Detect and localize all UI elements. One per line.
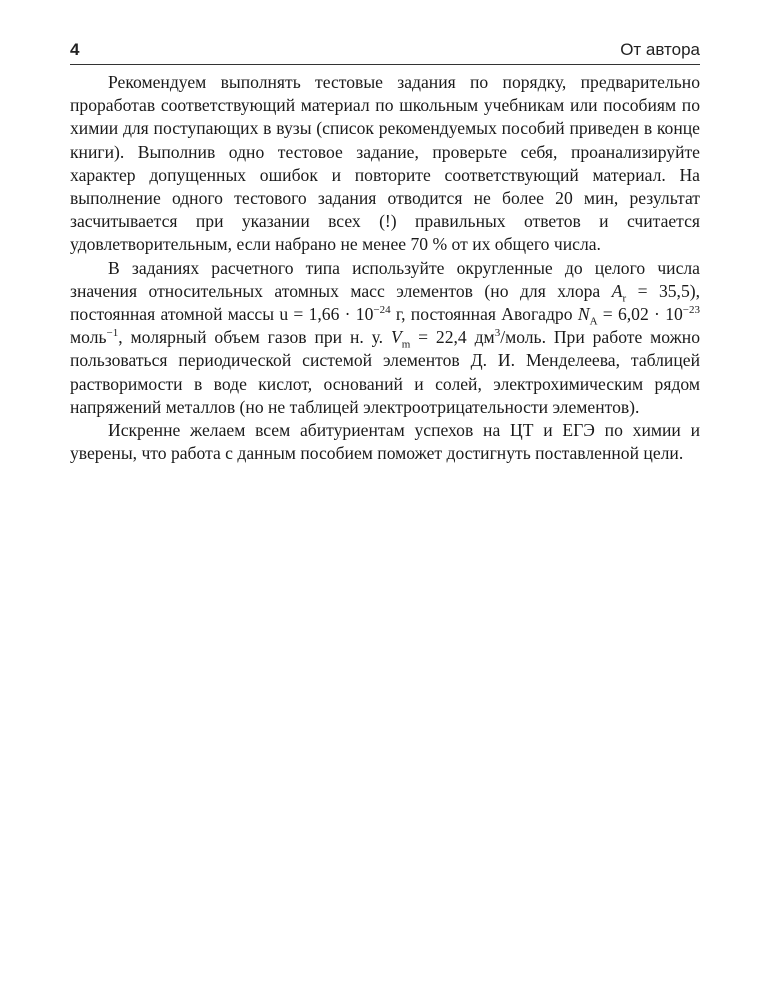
running-head [70, 38, 700, 62]
paragraph-recommendations: Рекомендуем выполнять тестовые задания по порядку, предварительно проработав соответствующий материал по школьным учебникам или пособиям по химии для поступающих в вузы (список рекомендуемых пособий приведен в конце книги). Выполнив одно тестовое задание, проверьте себя, проанализируйте характер допущенных ошибок и повторите соответствующий материал. На выполнение одного тестового задания отводится не более 20 мин, результат засчитывается при указании всех (!) правильных ответов и считается удовлетворительным, если набрано не менее 70 % от их общего числа. [70, 72, 700, 255]
vm-subscript: m [401, 338, 411, 351]
na-subscript: A [589, 315, 598, 328]
ar-subscript: r [622, 292, 627, 305]
dm-exponent: 3 [494, 327, 501, 340]
u-exponent: −24 [373, 304, 391, 317]
paragraph-calculation-tasks: В заданиях расчетного типа используйте округленные до целого числа значения относительных атомных масс элементов (но для хлора $A_r = 35,5$), постоянная атомной массы $u = 1,66 \cdot 10^{-24}$ г, постоянная Авогадро $N_A = 6,02 \cdot 10^{-23}$ моль$^{-1}$, молярный объем газов при н. у. $V_m = 22,4$ $дм^3$/моль. При работе можно пользоваться периодической системой элементов Д. И. Менделеева, таблицей растворимости в воде кислот, оснований и солей, электрохимическим рядом напряжений металлов (но не таблицей электроотрицательности элементов). [70, 257, 701, 417]
paragraph-wishes: Искренне желаем всем абитуриентам успехов на ЦТ и ЕГЭ по химии и уверены, что работа с данным пособием поможет достигнуть поставленной цели. [70, 420, 700, 464]
na-symbol: N [577, 304, 590, 325]
header-rule [70, 64, 700, 65]
mol-exponent: −1 [106, 327, 119, 340]
vm-symbol: V [390, 327, 402, 348]
na-exponent: −23 [682, 304, 701, 317]
section-title: От автора [620, 40, 700, 59]
ar-symbol: A [611, 280, 623, 301]
page-number: 4 [70, 40, 80, 59]
body-text [70, 71, 700, 465]
